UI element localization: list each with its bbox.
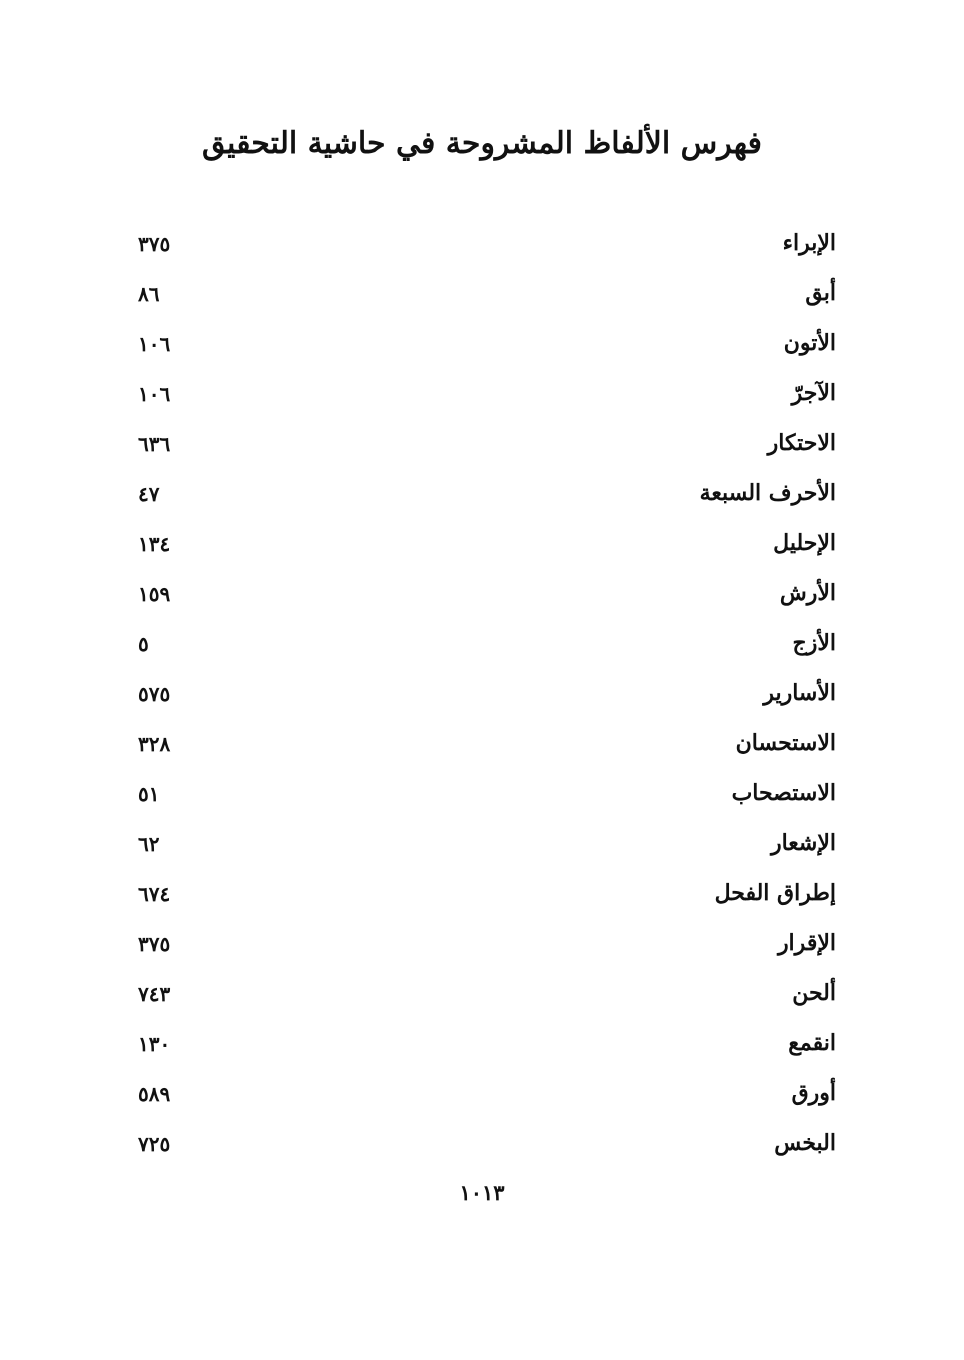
index-page-number: ٦٣٦ xyxy=(138,432,171,456)
index-page-number: ٧٢٥ xyxy=(138,1132,171,1156)
index-term: ألحن xyxy=(792,980,836,1006)
index-page-number: ٣٢٨ xyxy=(138,732,171,756)
index-list xyxy=(130,222,836,1172)
index-page-number: ٧٤٣ xyxy=(138,982,171,1006)
index-term: الاستحسان xyxy=(735,730,836,756)
index-term: إطراق الفحل xyxy=(714,880,836,906)
index-entry xyxy=(130,572,836,622)
index-term: الإشعار xyxy=(770,830,836,856)
index-page-number: ١٠٦ xyxy=(138,332,171,356)
index-page-number: ٦٢ xyxy=(138,832,160,856)
index-term: الأرش xyxy=(779,580,836,606)
index-entry xyxy=(130,272,836,322)
index-entry xyxy=(130,1122,836,1172)
index-page-number: ٦٧٤ xyxy=(138,882,171,906)
index-entry xyxy=(130,872,836,922)
page-number-footer: ١٠١٣ xyxy=(459,1180,505,1205)
index-entry xyxy=(130,422,836,472)
index-entry xyxy=(130,672,836,722)
index-entry xyxy=(130,472,836,522)
index-term: البخس xyxy=(774,1130,836,1156)
page-title: فهرس الألفاظ المشروحة في حاشية التحقيق xyxy=(202,126,762,161)
index-term: الأتون xyxy=(783,330,836,356)
index-term: الآجرّ xyxy=(791,380,836,406)
index-page-number: ٥١ xyxy=(138,782,160,806)
index-term: الاحتكار xyxy=(767,430,836,456)
index-term: انقمع xyxy=(788,1030,836,1056)
index-term: الاستصحاب xyxy=(731,780,836,806)
index-page-number: ١٠٦ xyxy=(138,382,171,406)
index-entry xyxy=(130,1022,836,1072)
index-entry xyxy=(130,722,836,772)
index-entry xyxy=(130,972,836,1022)
index-page-number: ٣٧٥ xyxy=(138,932,171,956)
index-entry xyxy=(130,772,836,822)
index-page-number: ٥٧٥ xyxy=(138,682,171,706)
index-page-number: ١٣٤ xyxy=(138,532,171,556)
index-page-number: ١٣٠ xyxy=(138,1032,171,1056)
index-term: أورق xyxy=(791,1080,836,1106)
index-entry xyxy=(130,922,836,972)
index-page-number: ١٥٩ xyxy=(138,582,171,606)
index-entry xyxy=(130,222,836,272)
index-entry xyxy=(130,522,836,572)
index-page-number: ٥٨٩ xyxy=(138,1082,171,1106)
index-page-number: ٤٧ xyxy=(138,482,160,506)
index-term: الإبراء xyxy=(782,230,836,256)
index-page-number: ٥ xyxy=(138,632,149,656)
index-term: الإقرار xyxy=(777,930,836,956)
index-term: الأسارير xyxy=(763,680,836,706)
index-entry xyxy=(130,622,836,672)
index-entry xyxy=(130,322,836,372)
index-term: الإحليل xyxy=(773,530,836,556)
index-term: أبق xyxy=(805,280,836,306)
index-entry xyxy=(130,822,836,872)
index-entry xyxy=(130,372,836,422)
index-entry xyxy=(130,1072,836,1122)
index-page-number: ٣٧٥ xyxy=(138,232,171,256)
index-page-number: ٨٦ xyxy=(138,282,160,306)
index-term: الأحرف السبعة xyxy=(699,480,836,506)
index-term: الأزج xyxy=(792,630,836,656)
